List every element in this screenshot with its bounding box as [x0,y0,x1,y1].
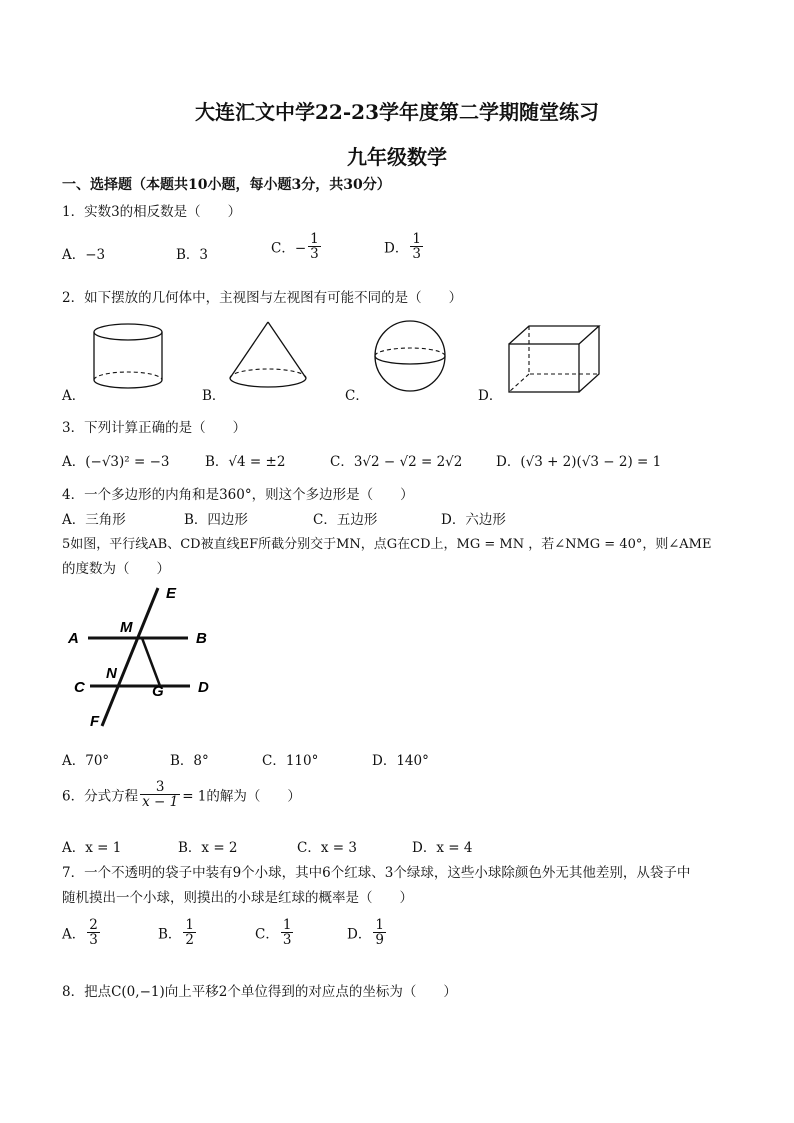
q1-option-b: B．3 [176,247,209,263]
q4-option-a: A．三角形 [62,512,126,528]
label-g: G [152,683,164,700]
q7-option-d: D． $\frac{1}{9}$ [347,917,384,949]
label-m: M [120,619,133,636]
q5-stem-line2: 的度数为（ ） [62,561,170,577]
q8-stem: 8．把点C(0,−1)向上平移2个单位得到的对应点的坐标为（ ） [62,984,457,1000]
section-heading: 一、选择题（本题共10小题，每小题3分，共30分） [62,177,391,193]
q4-stem: 4．一个多边形的内角和是360°，则这个多边形是（ ） [62,487,414,503]
cylinder-icon [90,322,170,394]
q4-option-c: C．五边形 [313,512,378,528]
label-c: C [74,679,85,696]
q7-stem-line2: 随机摸出一个小球，则摸出的小球是红球的概率是（ ） [62,890,413,906]
q3-stem: 3．下列计算正确的是（ ） [62,420,247,436]
q5-option-c: C．110° [262,753,319,769]
cuboid-icon [505,322,605,396]
q3-option-d: D．(√3 + 2)(√3 − 2) = 1 [496,454,662,470]
label-a: A [68,630,79,647]
q2-stem: 2．如下摆放的几何体中，主视图与左视图有可能不同的是（ ） [62,290,463,306]
q5-option-d: D．140° [372,753,429,769]
q5-option-b: B．8° [170,753,209,769]
label-n: N [106,665,117,682]
q1-stem: 1．实数3的相反数是（ ） [62,204,242,220]
q5-option-a: A．70° [62,753,110,769]
q7-stem-line1: 7．一个不透明的袋子中装有9个小球，其中6个红球、3个绿球，这些小球除颜色外无其他差别，从袋子中 [62,865,691,881]
q2-option-c: C． [345,388,369,404]
page-title: 大连汇文中学22-23学年度第二学期随堂练习 [195,100,599,124]
q7-option-a: A． $\frac{2}{3}$ [62,917,98,949]
label-b: B [196,630,207,647]
q6-option-c: C．x = 3 [297,840,357,856]
q1-option-d: D． $\frac{1}{3}$ [384,231,421,263]
q4-option-d: D．六边形 [441,512,506,528]
q6-option-a: A．x = 1 [62,840,122,856]
page-subtitle: 九年级数学 [347,145,447,169]
q3-option-c: C．3√2 − √2 = 2√2 [330,454,463,470]
q7-option-b: B． $\frac{1}{2}$ [158,917,195,949]
q3-option-b: B．√4 = ±2 [205,454,286,470]
label-d: D [198,679,209,696]
q2-option-a: A． [62,388,86,404]
label-f: F [90,713,100,730]
q7-option-c: C． $\frac{1}{3}$ [255,917,292,949]
label-e: E [166,585,177,602]
cone-icon [226,320,310,392]
sphere-icon [372,318,452,396]
q4-option-b: B．四边形 [184,512,248,528]
q2-option-b: B． [202,388,226,404]
q1-option-a: A．−3 [62,247,106,263]
q5-stem-line1: 5如图，平行线AB、CD被直线EF所截分别交于MN，点G在CD上，MG = MN ，若∠NMG = 40°，则∠AME [62,537,712,552]
q6-option-d: D．x = 4 [412,840,473,856]
q6-option-b: B．x = 2 [178,840,238,856]
q5-geometry-figure [60,580,230,740]
q3-option-a: A．(−√3)² = −3 [62,454,170,470]
q1-option-c: C．− $\frac{1}{3}$ [271,231,319,263]
q6-stem: 6．分式方程 $\frac{3}{x - 1}$ = 1的解为（ ） [62,779,301,811]
q2-option-d: D． [478,388,503,404]
